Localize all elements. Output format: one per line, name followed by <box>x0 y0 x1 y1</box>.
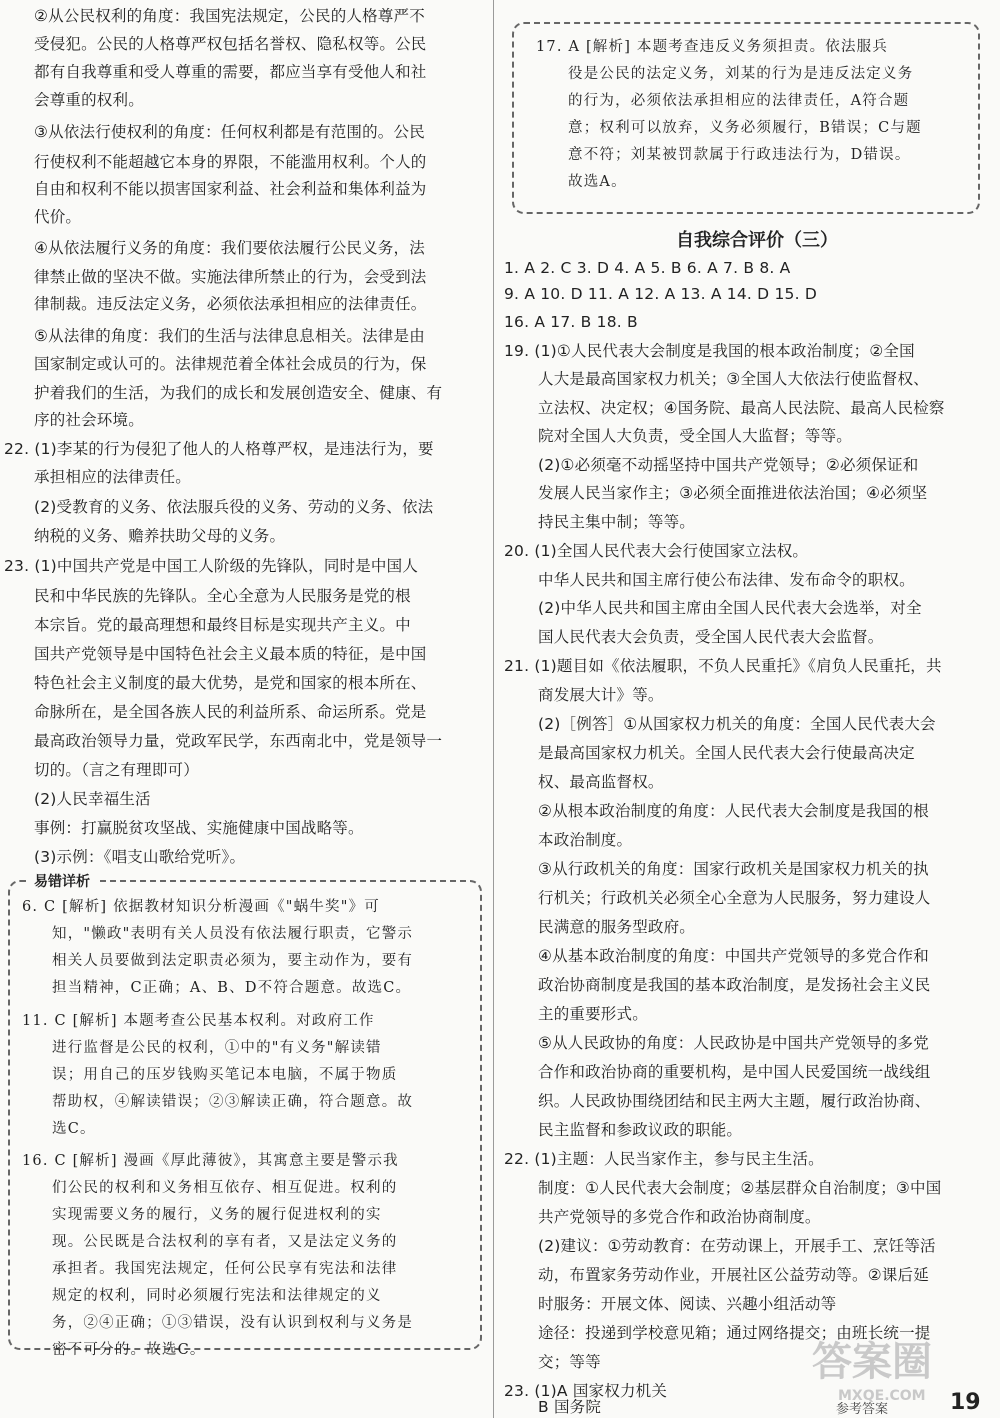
text-line: 商发展大计》等。 <box>538 686 664 704</box>
text-line: 律禁止做的坚决不做。实施法律所禁止的行为，会受到法 <box>34 268 427 286</box>
text-line: ②从根本政治制度的角度：人民代表大会制度是我国的根 <box>538 802 929 820</box>
text-line: 时服务：开展文体、阅读、兴趣小组活动等 <box>538 1295 837 1313</box>
text-line: (2)［例答］①从国家权力机关的角度：全国人民代表大会 <box>538 715 936 733</box>
text-line: 律制裁。违反法定义务，必须依法承担相应的法律责任。 <box>34 295 427 313</box>
text-line: (3)示例：《唱支山歌给党听》。 <box>34 848 246 866</box>
text-line: ⑤从法律的角度：我们的生活与法律息息相关。法律是由 <box>34 327 425 345</box>
answer-21: 21. (1)题目如《依法履职，不负人民重托》《肩负人民重托，共 <box>504 657 942 675</box>
analysis-6: 6. C [解析] 依据教材知识分析漫画《"蜗牛奖"》可 <box>22 899 381 915</box>
text-line: 行机关；行政机关必须全心全意为人民服务，努力建设人 <box>538 889 931 907</box>
text-line: 合作和政治协商的重要机构，是中国人民爱国统一战线组 <box>538 1063 931 1081</box>
text-line: 途径：投递到学校意见箱；通过网络提交；由班长统一提 <box>538 1324 931 1342</box>
text-line: 担当精神，C正确；A、B、D不符合题意。故选C。 <box>52 980 412 996</box>
text-line: 密不可分的。故选C。 <box>52 1342 206 1358</box>
text-line: 代价。 <box>34 208 82 226</box>
text-line: ②从公民权利的角度：我国宪法规定，公民的人格尊严不 <box>34 7 425 25</box>
text-line: 自由和权利不能以损害国家利益、社会利益和集体利益为 <box>34 180 427 198</box>
text-line: ④从基本政治制度的角度：中国共产党领导的多党合作和 <box>538 947 929 965</box>
text-line: 民和中华民族的先锋队。全心全意为人民服务是党的根 <box>34 587 411 605</box>
watermark-logo: 答案圈 <box>812 1339 932 1385</box>
text-line: 误；用自己的压岁钱购买笔记本电脑，不属于物质 <box>52 1067 398 1083</box>
text-line: 本政治制度。 <box>538 831 633 849</box>
text-line: 主的重要形式。 <box>538 1005 648 1023</box>
text-line: 故选A。 <box>568 174 627 190</box>
page-number: 19 <box>950 1390 981 1415</box>
text-line: 进行监督是公民的权利，①中的"有义务"解读错 <box>52 1040 382 1056</box>
text-line: 的行为，必须依法承担相应的法律责任，A符合题 <box>568 93 910 109</box>
text-line: 民主监督和参政议政的职能。 <box>538 1121 743 1139</box>
text-line: 织。人民政协围绕团结和民主两大主题，履行政治协商、 <box>538 1092 931 1110</box>
text-line: 选C。 <box>52 1121 96 1137</box>
answer-20: 20. (1)全国人民代表大会行使国家立法权。 <box>504 542 809 560</box>
text-line: 现。公民既是合法权利的享有者，又是法定义务的 <box>52 1234 398 1250</box>
text-line: 特色社会主义制度的最大优势，是党和国家的根本所在、 <box>34 674 427 692</box>
section-title: 自我综合评价（三） <box>676 230 838 251</box>
text-line: (2)①必须毫不动摇坚持中国共产党领导；②必须保证和 <box>538 456 919 474</box>
text-line: 国人民代表大会负责，受全国人民代表大会监督。 <box>538 628 884 646</box>
text-line: 本宗旨。党的最高理想和最终目标是实现共产主义。中 <box>34 616 411 634</box>
text-line: ③从依法行使权利的角度：任何权利都是有范围的。公民 <box>34 123 425 141</box>
text-line: 中华人民共和国主席行使公布法律、发布命令的职权。 <box>538 571 915 589</box>
text-line: 帮助权，④解读错误；②③解读正确，符合题意。故 <box>52 1094 414 1110</box>
column-divider <box>493 0 494 1418</box>
choice-answers: 1. A 2. C 3. D 4. A 5. B 6. A 7. B 8. A <box>504 259 791 277</box>
text-line: (2)建议：①劳动教育：在劳动课上，开展手工、烹饪等活 <box>538 1237 936 1255</box>
text-line: 意不符；刘某被罚款属于行政违法行为，D错误。 <box>568 147 911 163</box>
text-line: 知，"懒政"表明有关人员没有依法履行职责，它警示 <box>52 926 414 942</box>
text-line: 事例：打赢脱贫攻坚战、实施健康中国战略等。 <box>34 819 364 837</box>
text-line: 都有自我尊重和受人尊重的需要，都应当享有受他人和社 <box>34 63 427 81</box>
text-line: (2)受教育的义务、依法服兵役的义务、劳动的义务、依法 <box>34 498 434 516</box>
text-line: 序的社会环境。 <box>34 411 144 429</box>
text-line: B 国务院 <box>538 1398 602 1416</box>
text-line: 们公民的权利和义务相互依存、相互促进。权利的 <box>52 1180 398 1196</box>
text-line: 役是公民的法定义务，刘某的行为是违反法定义务 <box>568 66 914 82</box>
text-line: 承担相应的法律责任。 <box>34 468 192 486</box>
answer-23: 23. (1)A 国家权力机关 <box>504 1382 668 1400</box>
text-line: ⑤从人民政协的角度：人民政协是中国共产党领导的多党 <box>538 1034 929 1052</box>
text-line: 规定的权利，同时必须履行宪法和法律规定的义 <box>52 1288 382 1304</box>
choice-answers: 16. A 17. B 18. B <box>504 313 638 331</box>
text-line: 相关人员要做到法定职责必须为，要主动作为，要有 <box>52 953 414 969</box>
text-line: 务，②④正确；①③错误，没有认识到权利与义务是 <box>52 1315 414 1331</box>
text-line: 受侵犯。公民的人格尊严权包括名誉权、隐私权等。公民 <box>34 35 427 53</box>
text-line: 人大是最高国家权力机关；③全国人大依法行使监督权、 <box>538 370 929 388</box>
text-line: 政治协商制度是我国的基本政治制度，是发扬社会主义民 <box>538 976 931 994</box>
text-line: (2)中华人民共和国主席由全国人民代表大会选举，对全 <box>538 599 922 617</box>
analysis-17: 17. A [解析] 本题考查违反义务须担责。依法服兵 <box>536 39 889 55</box>
text-line: 交；等等 <box>538 1353 601 1371</box>
error-analysis-title: 易错详析 <box>28 871 96 891</box>
text-line: 切的。（言之有理即可） <box>34 761 199 779</box>
watermark-url: MXQE.COM <box>838 1388 926 1404</box>
text-line: 立法权、决定权；④国务院、最高人民法院、最高人民检察 <box>538 399 945 417</box>
text-line: 国家制定或认可的。法律规范着全体社会成员的行为，保 <box>34 355 427 373</box>
text-line: (2)人民幸福生活 <box>34 790 151 808</box>
text-line: 纳税的义务、赡养扶助父母的义务。 <box>34 527 286 545</box>
text-line: 是最高国家权力机关。全国人民代表大会行使最高决定 <box>538 744 915 762</box>
answer-22: 22. (1)主题：人民当家作主，参与民主生活。 <box>504 1150 824 1168</box>
text-line: 院对全国人大负责，受全国人大监督；等等。 <box>538 427 853 445</box>
text-line: 持民主集中制；等等。 <box>538 513 696 531</box>
text-line: 国共产党领导是中国特色社会主义最本质的特征，是中国 <box>34 645 427 663</box>
answer-22: 22. (1)李某的行为侵犯了他人的人格尊严权，是违法行为，要 <box>4 440 434 458</box>
text-line: 命脉所在，是全国各族人民的利益所系、命运所系。党是 <box>34 703 427 721</box>
answer-19: 19. (1)①人民代表大会制度是我国的根本政治制度；②全国 <box>504 342 915 360</box>
text-line: 承担者。我国宪法规定，任何公民享有宪法和法律 <box>52 1261 398 1277</box>
text-line: 共产党领导的多党合作和政治协商制度。 <box>538 1208 821 1226</box>
text-line: 权、最高监督权。 <box>538 773 664 791</box>
text-line: ③从行政机关的角度：国家行政机关是国家权力机关的执 <box>538 860 929 878</box>
text-line: 动，布置家务劳动作业，开展社区公益劳动等。②课后延 <box>538 1266 929 1284</box>
footer-label: 参考答案 <box>836 1402 889 1417</box>
text-line: 会尊重的权利。 <box>34 91 144 109</box>
text-line: ④从依法履行义务的角度：我们要依法履行公民义务，法 <box>34 239 425 257</box>
choice-answers: 9. A 10. D 11. A 12. A 13. A 14. D 15. D <box>504 285 817 303</box>
answer-23: 23. (1)中国共产党是中国工人阶级的先锋队，同时是中国人 <box>4 557 419 575</box>
analysis-11: 11. C [解析] 本题考查公民基本权利。对政府工作 <box>22 1013 375 1029</box>
text-line: 民满意的服务型政府。 <box>538 918 696 936</box>
text-line: 发展人民当家作主；③必须全面推进依法治国；④必须坚 <box>538 484 928 502</box>
analysis-16: 16. C [解析] 漫画《厚此薄彼》，其寓意主要是警示我 <box>22 1153 399 1169</box>
text-line: 行使权利不能超越它本身的界限，不能滥用权利。个人的 <box>34 153 427 171</box>
text-line: 最高政治领导力量，党政军民学，东西南北中，党是领导一 <box>34 732 443 750</box>
text-line: 护着我们的生活，为我们的成长和发展创造安全、健康、有 <box>34 384 443 402</box>
text-line: 实现需要义务的履行，义务的履行促进权利的实 <box>52 1207 382 1223</box>
text-line: 意；权利可以放弃，义务必须履行，B错误；C与题 <box>568 120 922 136</box>
text-line: 制度：①人民代表大会制度；②基层群众自治制度；③中国 <box>538 1179 942 1197</box>
